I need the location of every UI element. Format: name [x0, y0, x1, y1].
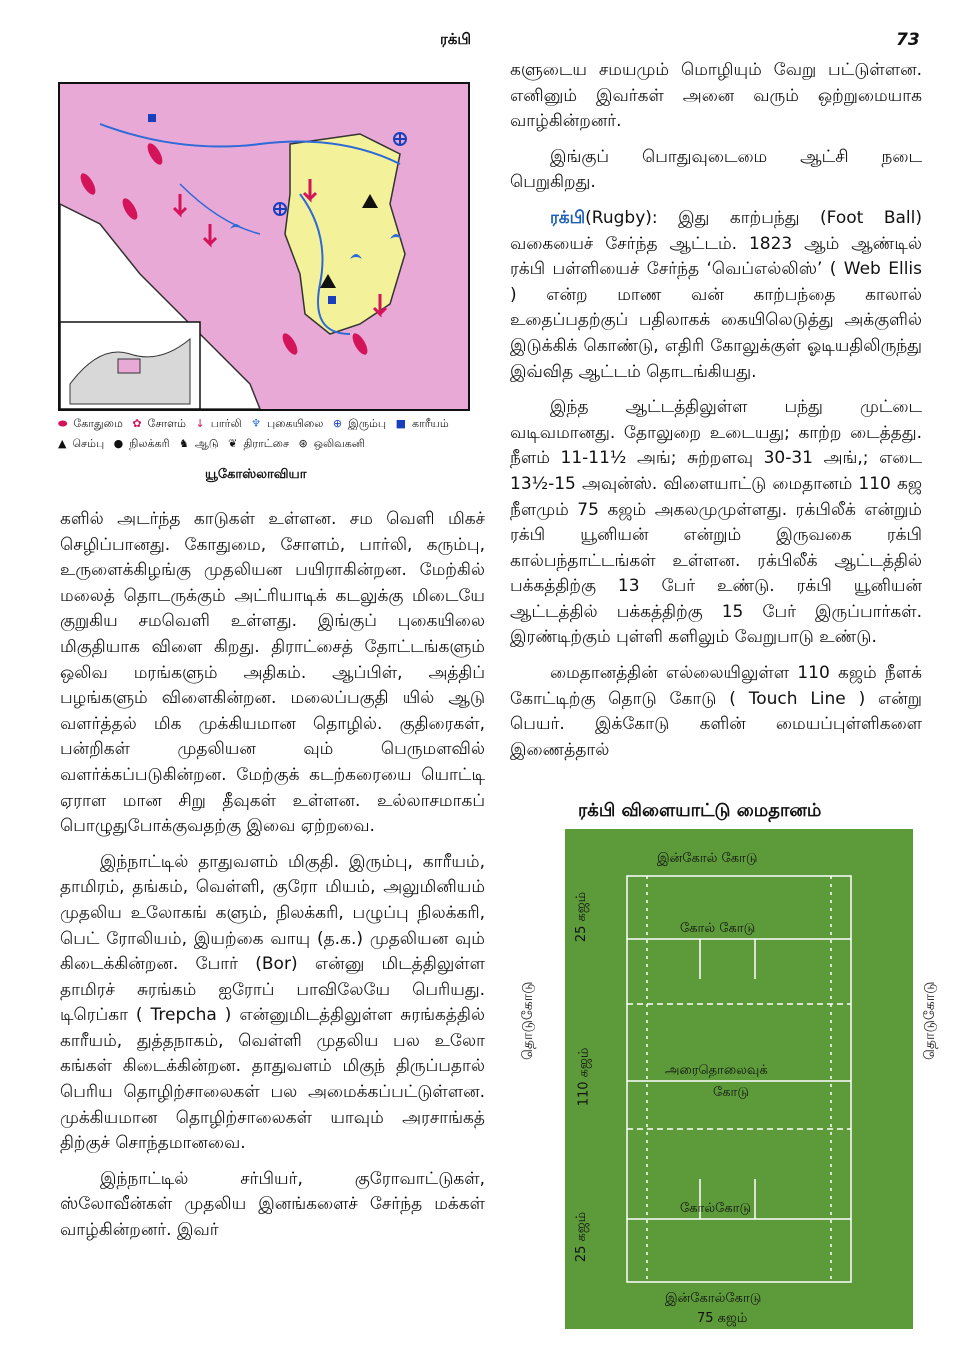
- legend-row-1: [58, 414, 478, 434]
- olive-icon: ⊛: [298, 437, 308, 450]
- maize-icon: ✿: [132, 417, 142, 430]
- paragraph: மைதானத்தின் எல்லையிலுள்ள 110 கஜம் நீளக் கோட்டிற்கு தொடு கோடு ( Touch Line ) என்று பெயர். இக்கோடு களின் மையப்புள்ளிகளை இணைத்தால்: [510, 663, 922, 760]
- paragraph: களுடைய சமயமும் மொழியும் வேறு பட்டுள்ளன. எனினும் இவர்கள் அனை வரும் ஒற்றுமையாக வாழ்கின்றனர்.: [510, 60, 922, 132]
- rugby-entry: [510, 206, 922, 385]
- legend-item: ஆடு: [194, 437, 219, 450]
- paragraph: களில் அடர்ந்த காடுகள் உள்ளன. சம வெளி மிகச் செழிப்பானது. கோதுமை, சோளம், பார்லி, கரும்பு, உருளைக்கிழங்கு முதலியன பயிராகின்றன. மேற்கில் மலைத் தொடருக்கும் அட்ரியாடிக் கடலுக்கு மிடையே குறுகிய சமவெளி உள்ளது. இங்குப் புகையிலை மிகுதியாக விளை கிறது. திராட்சைத் தோட்டங்களும் ஒலிவ மரங்களும் அதிகம். ஆப்பிள், அத்திப் பழங்களும் விளைகின்றன. மலைப்பகுதி யில் ஆடு வளர்த்தல் மிக முக்கியமான தொழில். குதிரைகள், பன்றிகள் முதலியன வும் பெருமளவில் வளர்க்கப்படுகின்றன. மேற்குக் கடற்கரையை யொட்டி ஏராள மான சிறு தீவுகள் உள்ளன. உல்லாசமாகப் பொழுதுபோக்குவதற்கு இவை ஏற்றவை.: [60, 509, 485, 837]
- legend-item: செம்பு: [72, 437, 105, 450]
- touch-line-left-label: தொடுகோடு: [520, 981, 536, 1060]
- lead-icon: ■: [395, 417, 406, 430]
- legend-item: திராட்சை: [243, 437, 290, 450]
- goat-icon: ♞: [179, 437, 189, 450]
- barley-icon: ↓: [195, 417, 205, 430]
- goal-line-top-label: கோல் கோடு: [680, 921, 756, 936]
- legend-item: காரீயம்: [411, 417, 449, 430]
- zone-top-label: 25 கஜம்: [574, 891, 590, 943]
- legend-item: ஒலிவகனி: [313, 437, 365, 450]
- touch-line-right-label: தொடுகோடு: [922, 981, 938, 1060]
- wheat-icon: ⬬: [58, 417, 68, 430]
- right-column: [510, 58, 922, 773]
- iron-icon: ⊕: [332, 417, 343, 430]
- dead-ball-line-top-label: இன்கோல் கோடு: [657, 851, 758, 866]
- running-header: ரக்பி: [440, 30, 472, 48]
- copper-icon: ▲: [58, 437, 67, 450]
- legend-row-2: [58, 434, 478, 454]
- tobacco-icon: ♆: [251, 417, 261, 430]
- grape-icon: ❦: [228, 437, 238, 450]
- length-label: 110 கஜம்: [576, 1047, 592, 1107]
- legend-item: பார்லி: [210, 417, 242, 430]
- legend-item: புகையிலை: [266, 417, 324, 430]
- zone-bottom-label: 25 கஜம்: [574, 1211, 590, 1263]
- entry-text: (Rugby): இது காற்பந்து (Foot Ball) வகையைச் சேர்ந்த ஆட்டம். 1823 ஆம் ஆண்டில் ரக்பி பள்ளியைச் சேர்ந்த ‘வெப்எல்லிஸ்’ ( Web Ellis ) என்ற மாண வன் காற்பந்தை காலால் உதைப்பதற்குப் பதிலாகக் கையிலெடுத்து அக்குளில் இடுக்கிக் கொண்டு, எதிரி கோலுக்குள் ஓடியதிலிருந்து இவ்வித ஆட்டம் தொடங்கியது.: [510, 207, 922, 382]
- legend-item: சோளம்: [147, 417, 186, 430]
- legend-item: கோதுமை: [73, 417, 123, 430]
- field-graphic: [565, 829, 913, 1329]
- half-way-line-label-2: கோடு: [713, 1085, 749, 1100]
- field-title: ரக்பி விளையாட்டு மைதானம்: [578, 800, 822, 821]
- coal-icon: ●: [113, 437, 124, 450]
- entry-keyword: ரக்பி: [550, 207, 586, 228]
- legend-item: நிலக்கரி: [129, 437, 170, 450]
- paragraph: இந்த ஆட்டத்திலுள்ள பந்து முட்டை வடிவமானது. தோலுறை உடையது; காற்ற டைத்தது. நீளம் 11-11½ அங்; சுற்றளவு 30-31 அங்,; எடை 13½-15 அவுன்ஸ். விளையாட்டு மைதானம் 110 கஜ நீளமும் 75 கஜம் அகலமுமுள்ளது. ரக்பிலீக் என்றும் ரக்பி யூனியன் என்றும் இருவகை ரக்பி கால்பந்தாட்டங்கள் உள்ளன. ரக்பிலீக் ஆட்டத்தில் பக்கத்திற்கு 13 பேர் உண்டு. ரக்பி யூனியன் ஆட்டத்தில் பக்கத்திற்கு 15 பேர் இருப்பார்கள். இரண்டிற்கும் புள்ளி களிலும் வேறுபாடு உண்டு.: [510, 397, 922, 648]
- map-caption: யூகோஸ்லாவியா: [205, 467, 307, 482]
- left-column: [60, 507, 485, 1254]
- goal-line-bottom-label: கோல்கோடு: [680, 1201, 752, 1216]
- dead-ball-line-bottom-label: இன்கோல்கோடு: [665, 1291, 762, 1306]
- legend-item: இரும்பு: [348, 417, 387, 430]
- width-label: 75 கஜம்: [697, 1311, 748, 1326]
- paragraph: இங்குப் பொதுவுடைமை ஆட்சி நடை பெறுகிறது.: [510, 146, 922, 193]
- rugby-field-diagram: [565, 829, 913, 1329]
- half-way-line-label: அரைதொலைவுக்: [665, 1063, 768, 1078]
- map-legend: [58, 414, 478, 454]
- paragraph: இந்நாட்டில் சர்பியர், குரோவாட்டுகள், ஸ்லோவீன்கள் முதலிய இனங்களைச் சேர்ந்த மக்கள் வாழ்கின்றனர். இவர்: [60, 1168, 485, 1241]
- map-graphic: [60, 84, 468, 409]
- paragraph: இந்நாட்டில் தாதுவளம் மிகுதி. இரும்பு, காரீயம், தாமிரம், தங்கம், வெள்ளி, குரோ மியம், அலுமினியம் முதலிய உலோகங் களும், நிலக்கரி, பழுப்பு நிலக்கரி, பெட் ரோலியம், இயற்கை வாயு (த.க.) முதலியன வும் கிடைக்கின்றன. போர் (Bor) என்னு மிடத்திலுள்ள தாமிரச் சுரங்கம் ஐரோப் பாவிலேயே பெரியது. டிரெப்கா ( Trepcha ) என்னுமிடத்திலுள்ள சுரங்கத்தில் காரீயம், துத்தநாகம், வெள்ளி முதலிய பல உலோ கங்கள் கிடைக்கின்றன. தாதுவளம் மிகுந் திருப்பதால் பெரிய தொழிற்சாலைகள் பல அமைக்கப்பட்டுள்ளன. முக்கியமான தொழிற்சாலைகள் யாவும் அரசாங்கத் திற்குச் சொந்தமானவை.: [60, 851, 485, 1154]
- page-number: 73: [896, 30, 920, 50]
- yugoslavia-map: [58, 82, 470, 411]
